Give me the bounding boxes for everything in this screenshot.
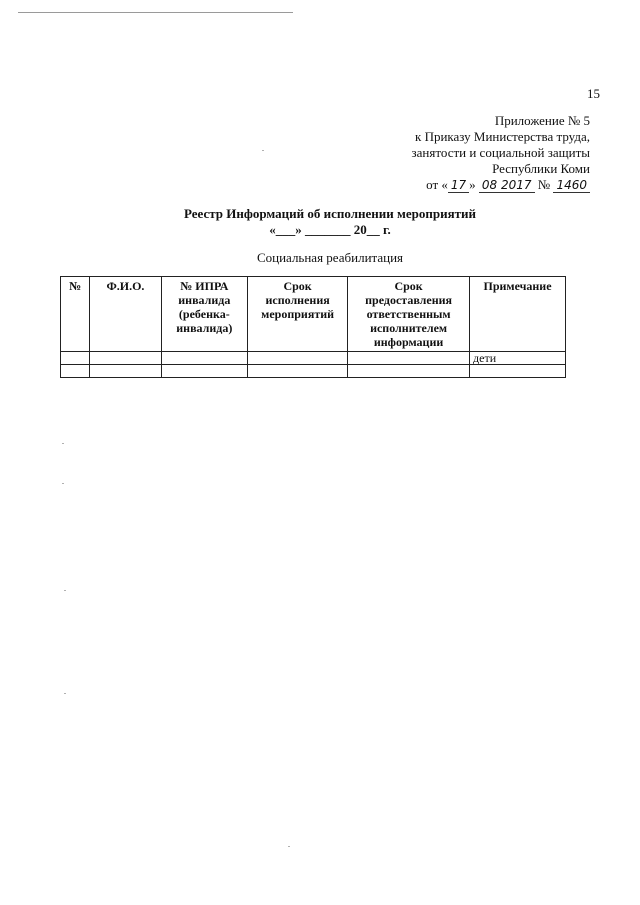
scan-speck [64,590,66,591]
page-number: 15 [587,86,600,101]
order-date-line [380,177,590,193]
handwritten-month-year: 08 2017 [479,179,535,193]
scan-speck [64,693,66,694]
table-cell [90,352,161,365]
title-line-1: Реестр Информаций об исполнении мероприятий [184,206,476,221]
appendix-block [380,113,590,193]
handwritten-day: 17 [448,179,469,193]
scan-speck [288,846,290,847]
table-cell [248,352,348,365]
section-title: Социальная реабилитация [256,250,404,265]
table-cell [348,352,470,365]
table-header-row [61,277,566,352]
appendix-line: Республики Коми [492,161,590,176]
title-line-2: «___» _______ 20__ г. [269,222,391,237]
appendix-line: занятости и социальной защиты [411,145,590,160]
appendix-line: к Приказу Министерства труда, [415,129,590,144]
table-cell [61,365,90,378]
table-cell [470,365,566,378]
registry-table [60,276,566,378]
table-cell: дети [470,352,566,365]
header-ipra: № ИПРА инвалида (ребенка-инвалида) [161,277,248,352]
header-srok-info: Срок предоставления ответственным исполнителем информации [348,277,470,352]
table-cell [248,365,348,378]
table-cell [348,365,470,378]
table-cell [161,352,248,365]
number-prefix: № [537,177,551,192]
handwritten-order-number: 1460 [553,179,590,193]
table-row [61,365,566,378]
scan-speck [62,483,64,484]
scan-speck [262,150,264,151]
date-prefix: от « [426,177,448,192]
table-cell [161,365,248,378]
top-rule [18,12,293,13]
table-cell [61,352,90,365]
header-note: Примечание [470,277,566,352]
header-srok: Срок исполнения мероприятий [248,277,348,352]
scan-speck [62,443,64,444]
table-cell [90,365,161,378]
header-num: № [61,277,90,352]
date-sep: » [469,177,476,192]
header-fio: Ф.И.О. [90,277,161,352]
appendix-line: Приложение № 5 [494,113,590,128]
document-title [150,206,510,238]
table-row [61,352,566,365]
